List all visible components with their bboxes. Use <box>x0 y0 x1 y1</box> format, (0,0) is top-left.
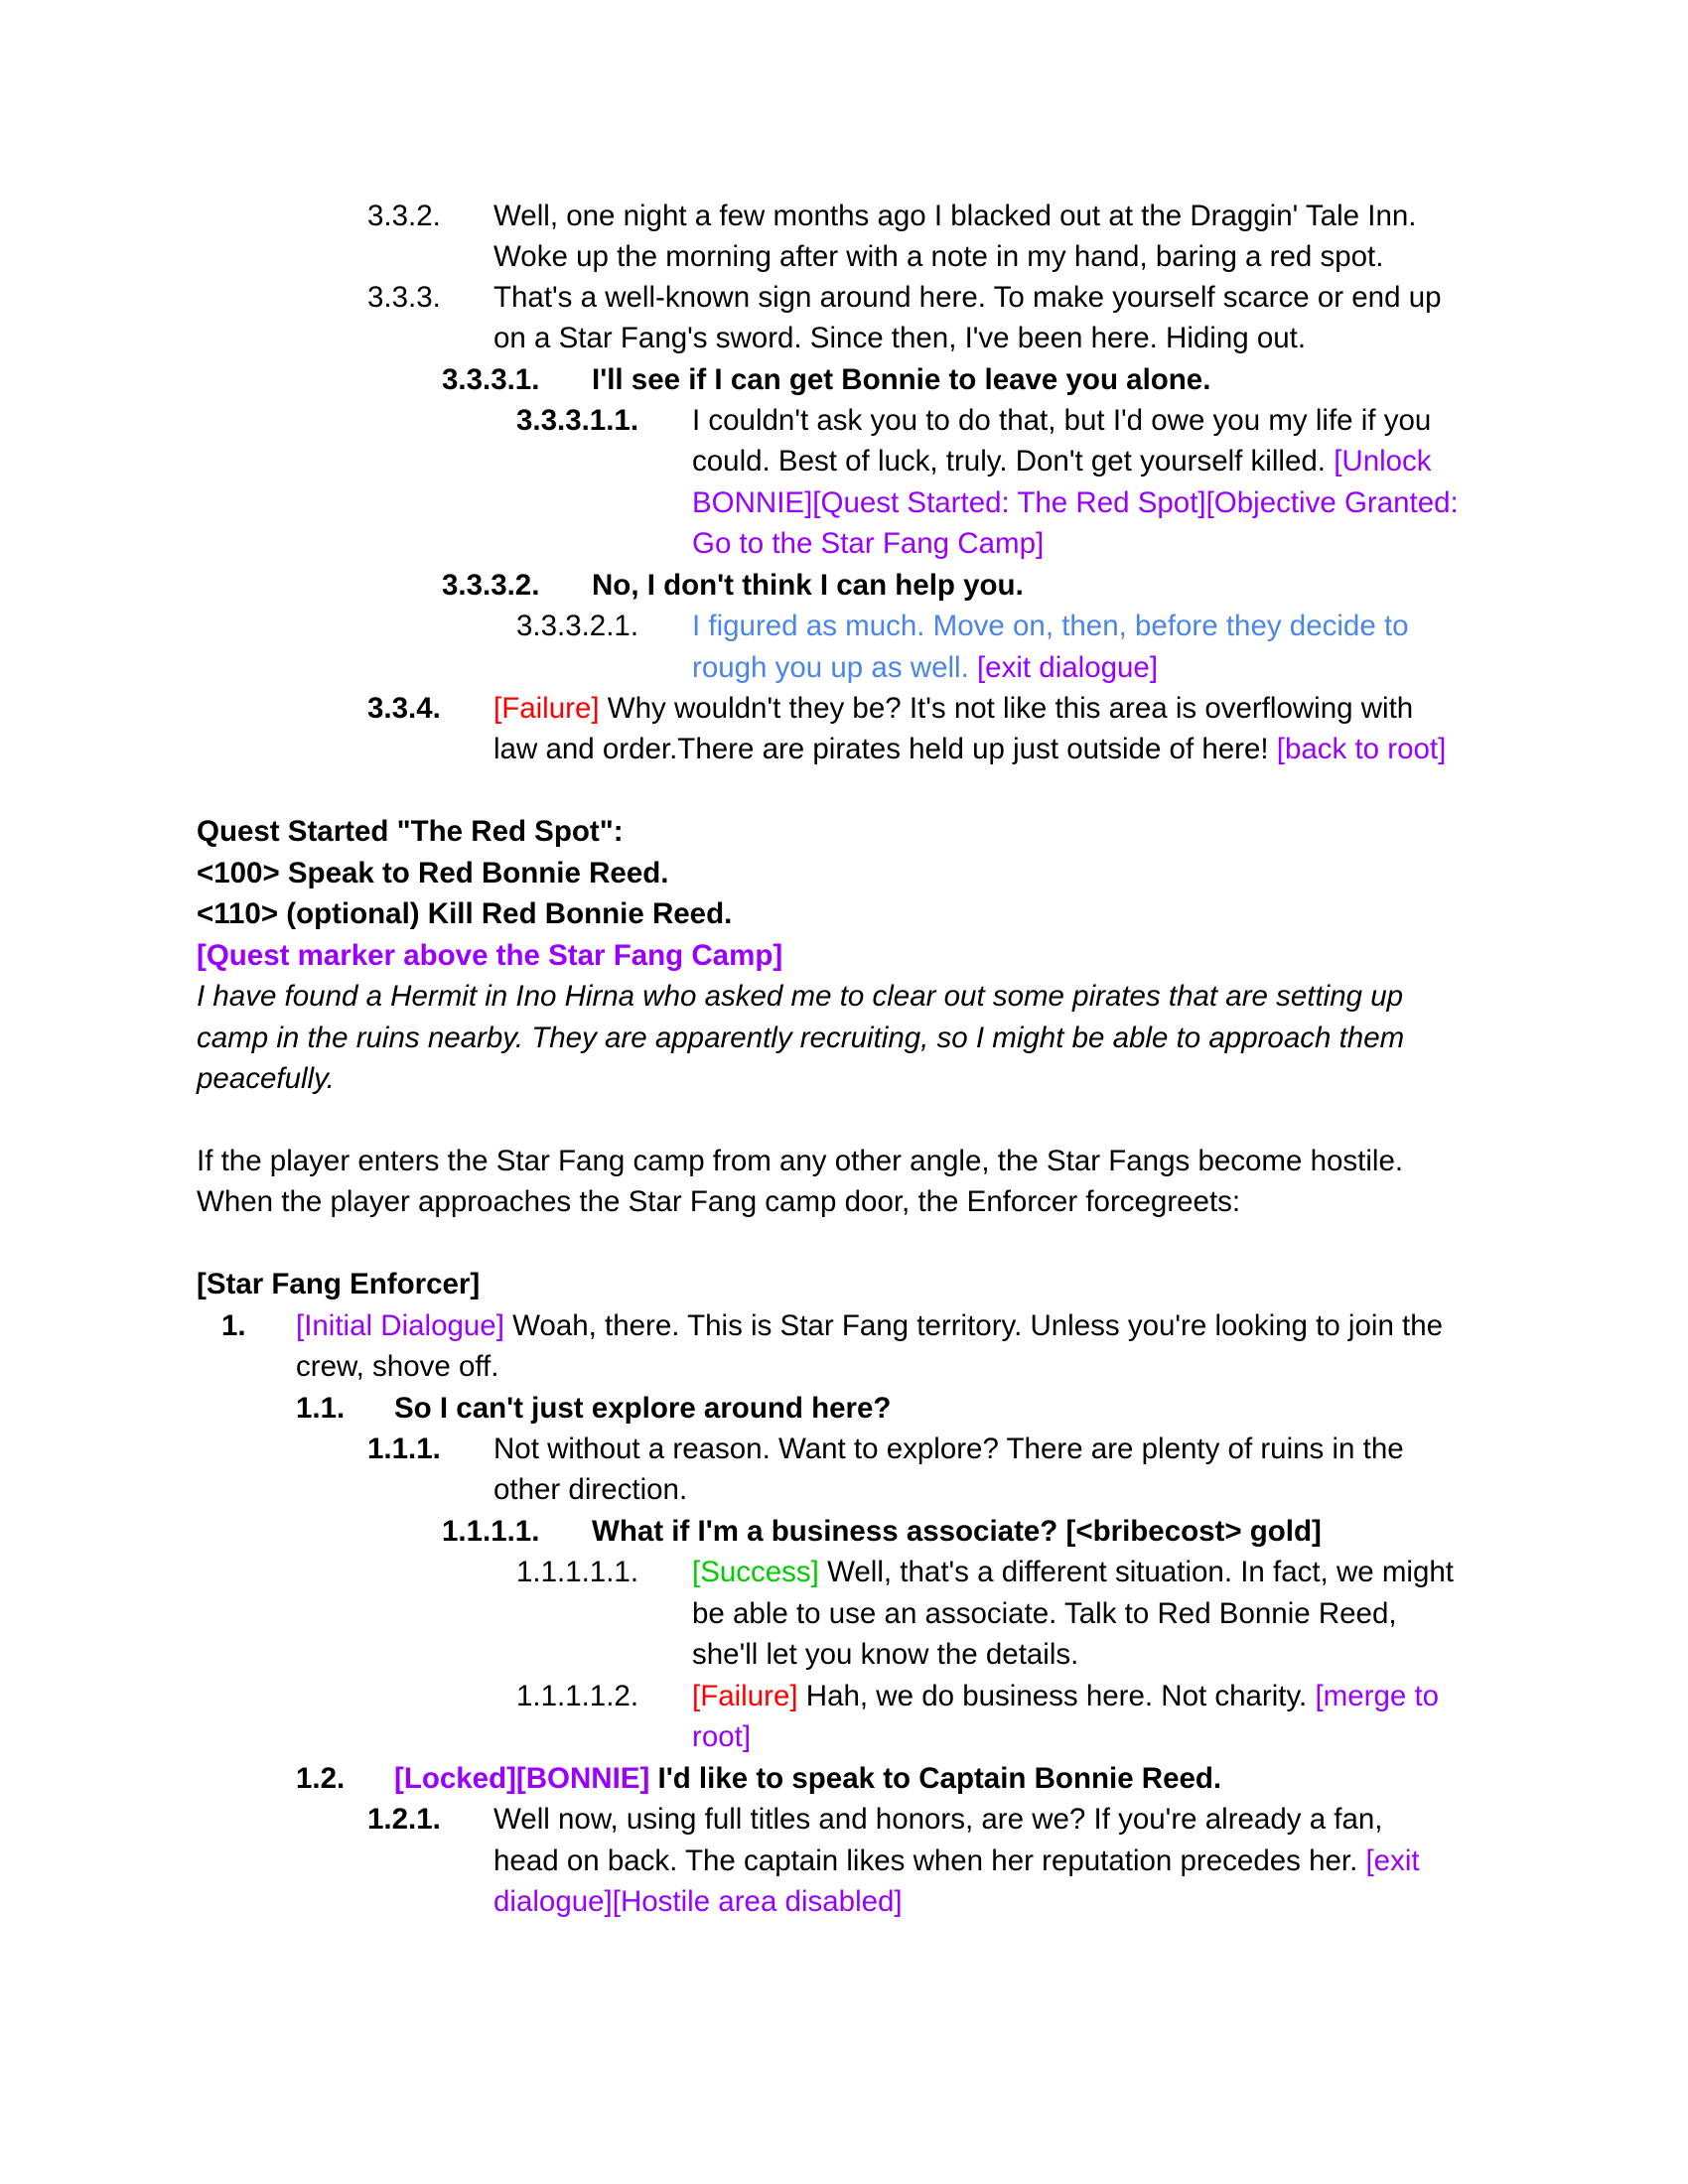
dialogue-line: other direction. <box>493 1473 688 1506</box>
player-choice: So I can't just explore around here? <box>394 1392 892 1425</box>
dialogue-line: on a Star Fang's sword. Since then, I've been here. Hiding out. <box>493 322 1307 354</box>
check-tag: [Failure] <box>692 1680 798 1712</box>
dialogue-line: be able to use an associate. Talk to Red Bonnie Reed, <box>692 1597 1397 1630</box>
dialogue-text: Why wouldn't they be? It's not like this area is overflowing with <box>599 692 1414 725</box>
quest-title: Quest Started "The Red Spot": <box>197 815 624 848</box>
dialogue-line <box>692 647 1158 688</box>
dialogue-line <box>692 1676 1439 1716</box>
dialogue-line <box>296 1305 1443 1346</box>
dialogue-text: law and order.There are pirates held up just outside of here! <box>493 733 1277 765</box>
dialogue-line: Woke up the morning after with a note in my hand, baring a red spot. <box>493 240 1384 273</box>
design-note: If the player enters the Star Fang camp from any other angle, the Star Fangs become hostile. <box>197 1145 1404 1177</box>
item-number: 3.3.3. <box>367 281 441 314</box>
dialogue-line: Well now, using full titles and honors, are we? If you're already a fan, <box>493 1803 1383 1836</box>
dialogue-line: Not without a reason. Want to explore? There are plenty of ruins in the <box>493 1433 1404 1465</box>
item-number: 3.3.3.1.1. <box>516 404 639 437</box>
dialogue-text: could. Best of luck, truly. Don't get yourself killed. <box>692 445 1335 478</box>
dialogue-line: I couldn't ask you to do that, but I'd owe you my life if you <box>692 404 1432 437</box>
check-tag: [Failure] <box>493 692 600 725</box>
dialogue-text: head on back. The captain likes when her reputation precedes her. <box>493 1844 1366 1877</box>
dialogue-text: rough you up as well. <box>692 651 977 684</box>
player-choice: What if I'm a business associate? [<bribecost> gold] <box>592 1515 1322 1548</box>
item-number: 1.1.1.1. <box>442 1515 540 1548</box>
item-number: 1.1.1.1.1. <box>516 1556 639 1588</box>
action-tag: root] <box>692 1720 752 1753</box>
journal-entry: camp in the ruins nearby. They are apparently recruiting, so I might be able to approach them <box>197 1022 1405 1054</box>
dialogue-text: Hah, we do business here. Not charity. <box>797 1680 1316 1712</box>
item-number: 1. <box>221 1309 246 1342</box>
item-number: 1.1.1.1.2. <box>516 1680 639 1712</box>
action-tag: [back to root] <box>1276 733 1447 765</box>
dialogue-line <box>493 1841 1420 1881</box>
action-tag: [Initial Dialogue] <box>296 1309 504 1342</box>
dialogue-line: she'll let you know the details. <box>692 1638 1079 1671</box>
quest-marker: [Quest marker above the Star Fang Camp] <box>197 939 783 972</box>
action-tag: [exit dialogue] <box>976 651 1159 684</box>
player-choice: I'll see if I can get Bonnie to leave you alone. <box>592 363 1211 396</box>
item-number: 3.3.3.2. <box>442 569 540 602</box>
dialogue-line <box>493 729 1446 769</box>
item-number: 3.3.3.2.1. <box>516 610 639 642</box>
quest-objective: <110> (optional) Kill Red Bonnie Reed. <box>197 897 733 930</box>
dialogue-line <box>692 1552 1454 1592</box>
item-number: 3.3.4. <box>367 692 441 725</box>
action-tag: dialogue][Hostile area disabled] <box>493 1885 903 1918</box>
action-tag: [exit <box>1365 1844 1420 1877</box>
dialogue-line: That's a well-known sign around here. To make yourself scarce or end up <box>493 281 1442 314</box>
player-choice <box>394 1758 1221 1799</box>
dialogue-line: Well, one night a few months ago I blacked out at the Draggin' Tale Inn. <box>493 200 1417 232</box>
dialogue-line <box>493 688 1413 729</box>
action-tag: BONNIE][Quest Started: The Red Spot][Objective Granted: <box>692 486 1459 519</box>
item-number: 1.2. <box>296 1762 346 1795</box>
speaker-heading: [Star Fang Enforcer] <box>197 1268 481 1300</box>
journal-entry: peacefully. <box>197 1062 335 1095</box>
item-number: 1.1. <box>296 1392 346 1425</box>
item-number: 3.3.3.1. <box>442 363 540 396</box>
dialogue-text: Well, that's a different situation. In fact, we might <box>818 1556 1454 1588</box>
dialogue-line: crew, shove off. <box>296 1350 499 1383</box>
player-choice: No, I don't think I can help you. <box>592 569 1024 602</box>
action-tag: [merge to <box>1315 1680 1440 1712</box>
design-note: When the player approaches the Star Fang camp door, the Enforcer forcegreets: <box>197 1185 1241 1218</box>
dialogue-line <box>692 441 1432 481</box>
dialogue-line: I figured as much. Move on, then, before they decide to <box>692 610 1409 642</box>
item-number: 1.2.1. <box>367 1803 441 1836</box>
action-tag: [Locked][BONNIE] <box>394 1762 650 1795</box>
action-tag: Go to the Star Fang Camp] <box>692 527 1045 560</box>
check-tag: [Success] <box>692 1556 819 1588</box>
journal-entry: I have found a Hermit in Ino Hirna who asked me to clear out some pirates that are setting up <box>197 980 1404 1013</box>
action-tag: [Unlock <box>1334 445 1432 478</box>
item-number: 1.1.1. <box>367 1433 441 1465</box>
item-number: 3.3.2. <box>367 200 441 232</box>
dialogue-text: Woah, there. This is Star Fang territory. Unless you're looking to join the <box>503 1309 1444 1342</box>
quest-objective: <100> Speak to Red Bonnie Reed. <box>197 857 669 889</box>
choice-text: I'd like to speak to Captain Bonnie Reed. <box>649 1762 1222 1795</box>
